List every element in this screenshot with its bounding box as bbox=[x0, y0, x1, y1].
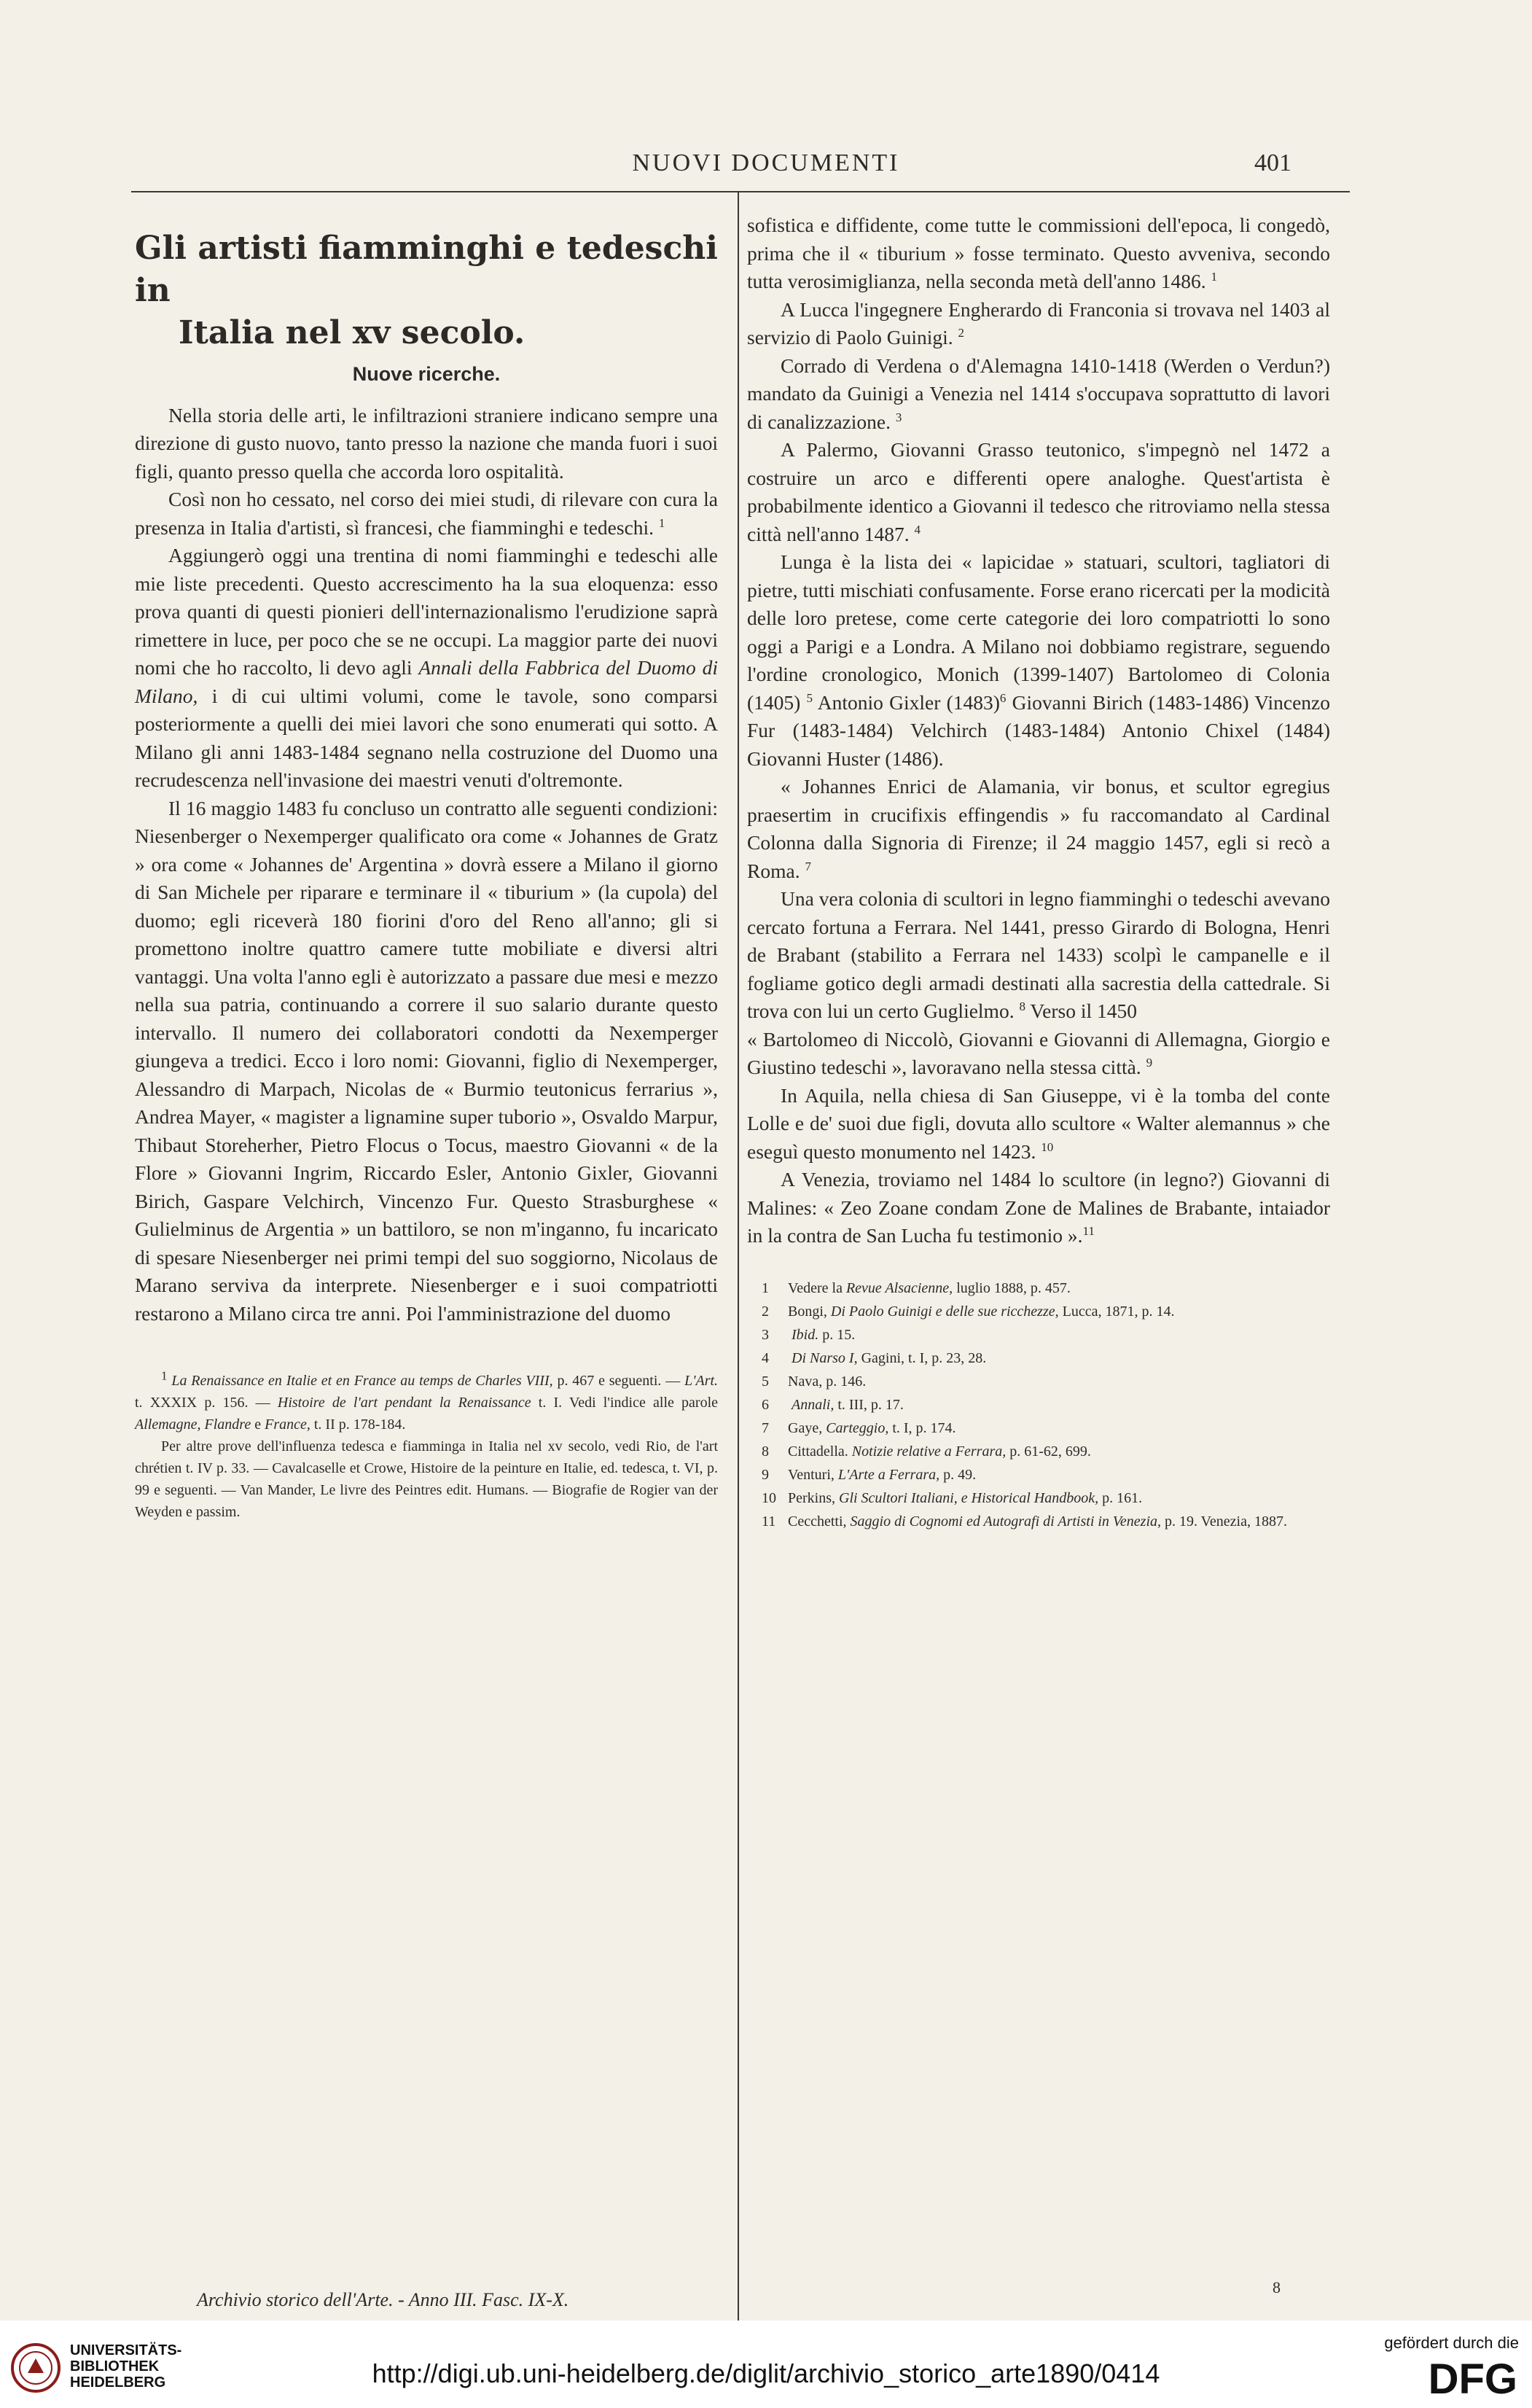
page-number: 401 bbox=[1254, 149, 1291, 176]
paragraph: A Palermo, Giovanni Grasso teutonico, s'impegnò nel 1472 a costruire un arco e differenti opere analoghe. Quest'artista è probabilmente identico a Giovanni il tedesco che ritroviamo nella stessa città nell'anno 1487. $^4$ bbox=[747, 438, 1330, 545]
dfg-logo-icon bbox=[1373, 2356, 1519, 2399]
header-rule bbox=[131, 191, 1350, 192]
sheet-signature: 8 bbox=[1273, 2278, 1281, 2296]
footnote: $^1$ La Renaissance en Italie et en France au temps de Charles VIII, p. 467 e seguenti. — L'Art. t. XXXIX p. 156. — Histoire de l'art pendant la Renaissance t. I. Vedi l'indice alle parole Allemagne, Flandre e France, t. II p. 178-184. bbox=[135, 1368, 719, 1433]
paragraph: Aggiungerò oggi una trentina di nomi fiamminghi e tedeschi alle mie liste precedenti. Questo accrescimento ha la sua eloquenza: esso prova quanti di questi pionieri dell'internazionalismo l'erudizione saprà rimettere in luce, per poco che se ne occupi. La maggior parte dei nuovi nomi che ho raccolto, li devo agli Annali della Fabbrica del Duomo di Milano, i di cui ultimi volumi, come le tavole, sono comparsi posteriormente a quelli dei miei lavori che sono enumerati qui sotto. A Milano gli anni 1483-1484 segnano nella costruzione del Duomo una recrudescenza nell'invasione dei maestri venuti d'oltremonte. bbox=[135, 544, 718, 791]
running-head bbox=[0, 146, 1532, 182]
paragraph: sofistica e diffidente, come tutte le commissioni dell'epoca, li congedò, prima che il « tiburium » fosse terminato. Questo avveniva, secondo tutta verosimiglianza, nella seconda metà dell'anno 1486. $^1$ bbox=[747, 214, 1330, 292]
dfg-logo-text: DFG bbox=[1428, 2356, 1517, 2399]
left-footnotes bbox=[135, 1370, 718, 1523]
column-divider bbox=[738, 192, 739, 2336]
footnote-item: 6 Annali, t. III, p. 17. bbox=[762, 1396, 904, 1413]
footnote-item: 10 Perkins, Gli Scultori Italiani, e Historical Handbook, p. 161. bbox=[762, 1489, 1143, 1506]
footnote-item: 11 Cecchetti, Saggio di Cognomi ed Autografi di Artisti in Venezia, p. 19. Venezia, 1887. bbox=[762, 1513, 1287, 1530]
footnote-item: 2 Bongi, Di Paolo Guinigi e delle sue ricchezze, Lucca, 1871, p. 14. bbox=[762, 1303, 1175, 1320]
university-name: UNIVERSITÄTS- BIBLIOTHEK HEIDELBERG bbox=[70, 2342, 182, 2391]
right-column bbox=[747, 211, 1330, 1533]
article-subtitle: Nuove ricerche. bbox=[352, 363, 501, 385]
running-title: NUOVI DOCUMENTI bbox=[632, 149, 900, 176]
paragraph: Una vera colonia di scultori in legno fiamminghi o tedeschi avevano cercato fortuna a Ferrara. Nel 1441, presso Girardo di Bologna, Henri de Brabant (stabilito a Ferrara nel 1433) scolpì le campanelle e il fogliame gotico degli armadi destinati alla sacrestia della cattedrale. Si trova con lui un certo Guglielmo. $^8$ Verso il 1450 bbox=[747, 887, 1330, 1022]
cited-title: Annali della Fabbrica del Duomo di Milano, bbox=[135, 656, 718, 707]
footnote-item: 9 Venturi, L'Arte a Ferrara, p. 49. bbox=[762, 1466, 977, 1483]
sponsor-caption: gefördert durch die bbox=[1384, 2334, 1519, 2352]
right-footnotes bbox=[747, 1277, 1330, 1533]
footnote-item: 5 Nava, p. 146. bbox=[762, 1373, 867, 1390]
sponsor-block bbox=[1373, 2334, 1519, 2404]
article-title bbox=[135, 227, 718, 354]
article-title-line-2: Italia nel xv secolo. bbox=[179, 314, 525, 351]
left-column bbox=[135, 211, 718, 1523]
paragraph: Così non ho cessato, nel corso dei miei studi, di rilevare con cura la presenza in Italia d'artisti, sì francesi, che fiamminghi e tedeschi. $^1$ bbox=[135, 488, 718, 539]
footnote-item: 8 Cittadella. Notizie relative a Ferrara, p. 61-62, 699. bbox=[762, 1443, 1091, 1460]
footnote-item: 1 Vedere la Revue Alsacienne, luglio 1888, p. 457. bbox=[762, 1279, 1071, 1296]
footnote-ref: 1 bbox=[658, 515, 665, 530]
paragraph: Nella storia delle arti, le infiltrazioni straniere indicano sempre una direzione di gusto nuovo, tanto presso la nazione che manda fuori i suoi figli, quanto presso quella che accorda loro ospitalità. bbox=[135, 403, 718, 483]
paragraph: « Bartolomeo di Niccolò, Giovanni e Giovanni di Allemagna, Giorgio e Giustino tedeschi », lavoravano nella stessa città. $^9$ bbox=[747, 1027, 1330, 1078]
paragraph: A Venezia, troviamo nel 1484 lo scultore (in legno?) Giovanni di Malines: « Zeo Zoane condam Zone de Malines de Brabante, intaiador in la contra de San Lucha fu testimonio ».$^{11}$ bbox=[747, 1168, 1330, 1247]
paragraph: Corrado di Verdena o d'Alemagna 1410-1418 (Werden o Verdun?) mandato da Guinigi a Venezia nel 1414 s'occupava soprattutto di lavori di canalizzazione. $^3$ bbox=[747, 354, 1330, 433]
bottom-bar bbox=[0, 2321, 1532, 2408]
paragraph: « Johannes Enrici de Alamania, vir bonus, et scultor egregius praesertim in crucifixis effingendis » fu raccomandato al Cardinal Colonna dalla Signoria di Firenze; il 24 maggio 1457, egli si recò a Roma. $^7$ bbox=[747, 775, 1330, 882]
footnote-item: 3 Ibid. p. 15. bbox=[762, 1326, 856, 1343]
footnote: Per altre prove dell'influenza tedesca e fiamminga in Italia nel xv secolo, vedi Rio, de l'art chrétien t. IV p. 33. — Cavalcaselle et Crowe, Histoire de la peinture en Italie, ed. tedesca, t. VI, p. 99 e seguenti. — Van Mander, Le livre des Peintres edit. Humans. — Biografie de Rogier van der Weyden e passim. bbox=[135, 1438, 718, 1520]
footnote-item: 7 Gaye, Carteggio, t. I, p. 174. bbox=[762, 1419, 956, 1436]
permalink-url[interactable]: http://digi.ub.uni-heidelberg.de/diglit/archivio_storico_arte1890/0414 bbox=[372, 2358, 1160, 2388]
article-title-line-1: Gli artisti fiamminghi e tedeschi in bbox=[135, 230, 718, 309]
paragraph: A Lucca l'ingegnere Engherardo di Franconia si trovava nel 1403 al servizio di Paolo Guinigi. $^2$ bbox=[747, 297, 1330, 348]
journal-line: Archivio storico dell'Arte. - Anno III. Fasc. IX-X. bbox=[197, 2289, 569, 2310]
footnote-item: 4 Di Narso I, Gagini, t. I, p. 23, 28. bbox=[762, 1349, 987, 1366]
paragraph: Lunga è la lista dei « lapicidae » statuari, scultori, tagliatori di pietre, tutti mischiati confusamente. Forse erano ricercati per la modicità delle loro pretese, come certe categorie dei loro compatriotti lo sono oggi a Parigi e a Londra. A Milano noi dobbiamo registrare, seguendo l'ordine cronologico, Monich (1399-1407) Bartolomeo di Colonia (1405) $^5$ Antonio Gixler $(1483)^6$ Giovanni Birich (1483-1486) Vincenzo Fur (1483-1484) Velchirch (1483-1484) Antonio Chixel (1484) Giovanni Huster (1486). bbox=[747, 550, 1331, 770]
paragraph: In Aquila, nella chiesa di San Giuseppe, vi è la tomba del conte Lolle e de' suoi due figli, dovuta allo scultore « Walter alemannus » che eseguì questo monumento nel 1423. $^{10}$ bbox=[747, 1083, 1330, 1163]
paragraph: Il 16 maggio 1483 fu concluso un contratto alle seguenti condizioni: Niesenberger o Nexemperger qualificato ora come « Johannes de Gratz » ora come « Johannes de' Argentina » dovrà essere a Milano il giorno di San Michele per riparare e terminare il « tiburium » (la cupola) del duomo; egli riceverà 180 fiorini d'oro del Reno all'anno; gli si promettono inoltre quattro camere tutte mobiliate e diversi altri vantaggi. Una volta l'anno egli è autorizzato a passare due mesi e mezzo nella sua patria, continuando a correre il suo salario durante questo intervallo. Il numero dei collaboratori condotti da Nexemperger giungeva a tredici. Ecco i loro nomi: Giovanni, figlio di Nexemperger, Alessandro di Marpach, Nicolas de « Burmio teutonicus ferrarius », Andrea Mayer, « magister a lignamine super tuborio », Osvaldo Marpur, Thibaut Storeherher, Pietro Flocus o Tocus, maestro Giovanni « de la Flore » Giovanni Ingrim, Riccardo Esler, Antonio Gixler, Giovanni Birich, Gaspare Velchirch, Vincenzo Fur. Questo Strasburghese « Gulielminus de Argentia » un battiloro, se non m'inganno, fu incaricato di spesare Niesenberger nei primi tempi del suo soggiorno, Nicolaus de Marano serviva da interprete. Niesenberger e i suoi compatriotti restarono a Milano circa tre anni. Poi l'amministrazione del duomo bbox=[135, 796, 718, 1325]
